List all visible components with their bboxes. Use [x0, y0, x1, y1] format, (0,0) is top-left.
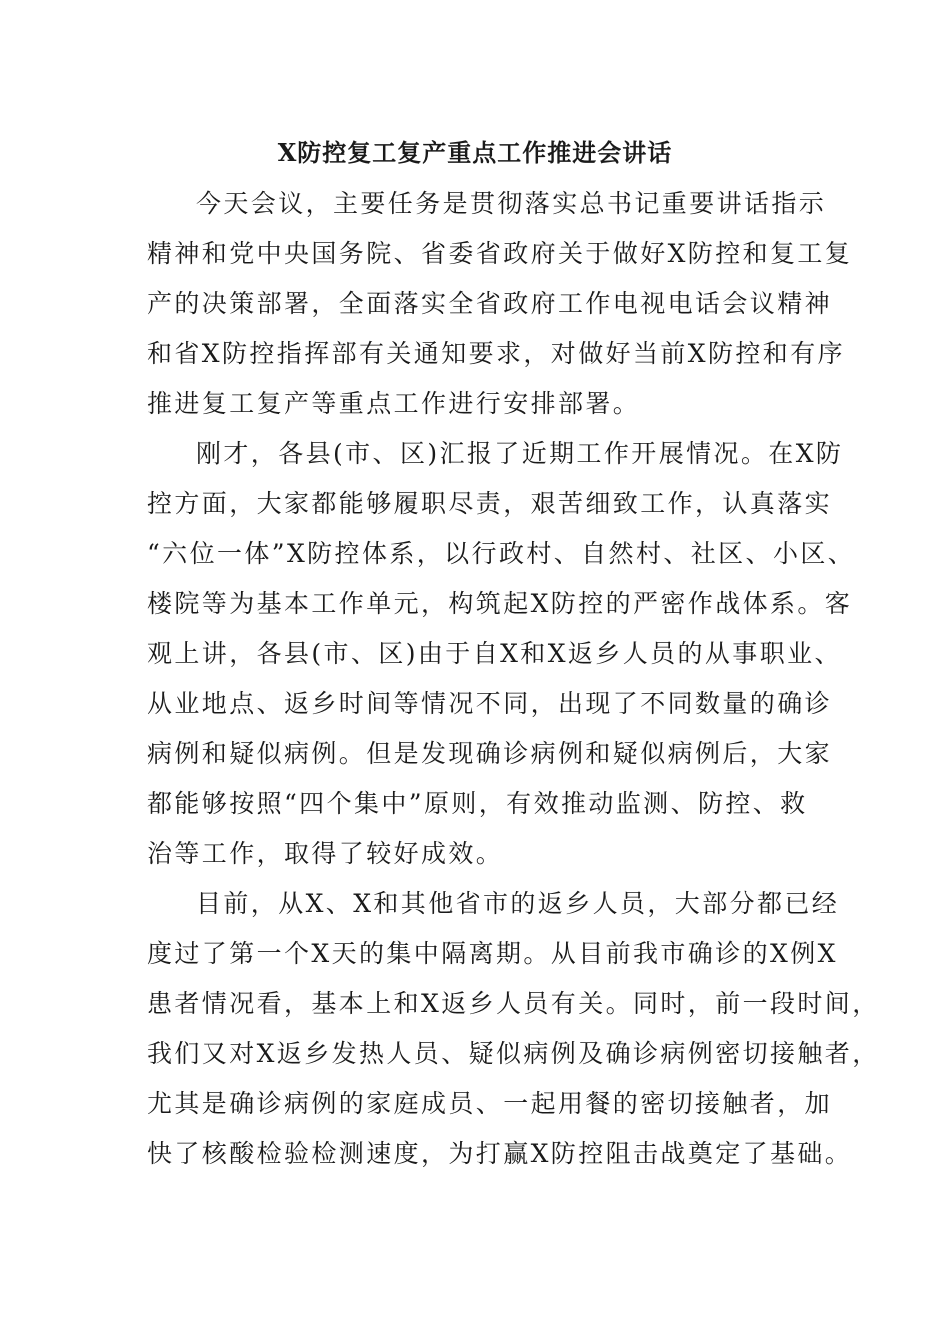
paragraph-2-line-1: 刚才，各县(市、区)汇报了近期工作开展情况。在X防 — [196, 439, 844, 468]
paragraph-1-line-3: 产的决策部署，全面落实全省政府工作电视电话会议精神 — [147, 289, 833, 318]
paragraph-2-line-4: 楼院等为基本工作单元，构筑起X防控的严密作战体系。客 — [147, 589, 853, 618]
paragraph-2-line-2: 控方面，大家都能够履职尽责，艰苦细致工作，认真落实 — [147, 489, 833, 518]
paragraph-3-line-5: 尤其是确诊病例的家庭成员、一起用餐的密切接触者，加 — [147, 1089, 833, 1118]
paragraph-2-line-3: “六位一体”X防控体系，以行政村、自然村、社区、小区、 — [147, 539, 856, 568]
paragraph-2-line-8: 都能够按照“四个集中”原则，有效推动监测、防控、救 — [147, 789, 808, 818]
document-title: X防控复工复产重点工作推进会讲话 — [277, 138, 673, 167]
paragraph-3-line-4: 我们又对X返乡发热人员、疑似病例及确诊病例密切接触者， — [147, 1039, 880, 1068]
paragraph-3-line-6: 快了核酸检验检测速度，为打赢X防控阻击战奠定了基础。 — [147, 1139, 853, 1168]
paragraph-1-line-4: 和省X防控指挥部有关通知要求，对做好当前X防控和有序 — [147, 339, 845, 368]
paragraph-1-line-5: 推进复工复产等重点工作进行安排部署。 — [147, 389, 641, 418]
paragraph-3-line-1: 目前，从X、X和其他省市的返乡人员，大部分都已经 — [196, 889, 840, 918]
paragraph-3-line-3: 患者情况看，基本上和X返乡人员有关。同时，前一段时间， — [147, 989, 880, 1018]
paragraph-2-line-6: 从业地点、返乡时间等情况不同，出现了不同数量的确诊 — [147, 689, 833, 718]
paragraph-2-line-5: 观上讲，各县(市、区)由于自X和X返乡人员的从事职业、 — [147, 639, 842, 668]
paragraph-2-line-9: 治等工作，取得了较好成效。 — [147, 839, 504, 868]
paragraph-1-line-2: 精神和党中央国务院、省委省政府关于做好X防控和复工复 — [147, 239, 853, 268]
paragraph-1-line-1: 今天会议，主要任务是贯彻落实总书记重要讲话指示 — [196, 189, 827, 218]
paragraph-2-line-7: 病例和疑似病例。但是发现确诊病例和疑似病例后，大家 — [147, 739, 833, 768]
paragraph-3-line-2: 度过了第一个X天的集中隔离期。从目前我市确诊的X例X — [147, 939, 838, 968]
